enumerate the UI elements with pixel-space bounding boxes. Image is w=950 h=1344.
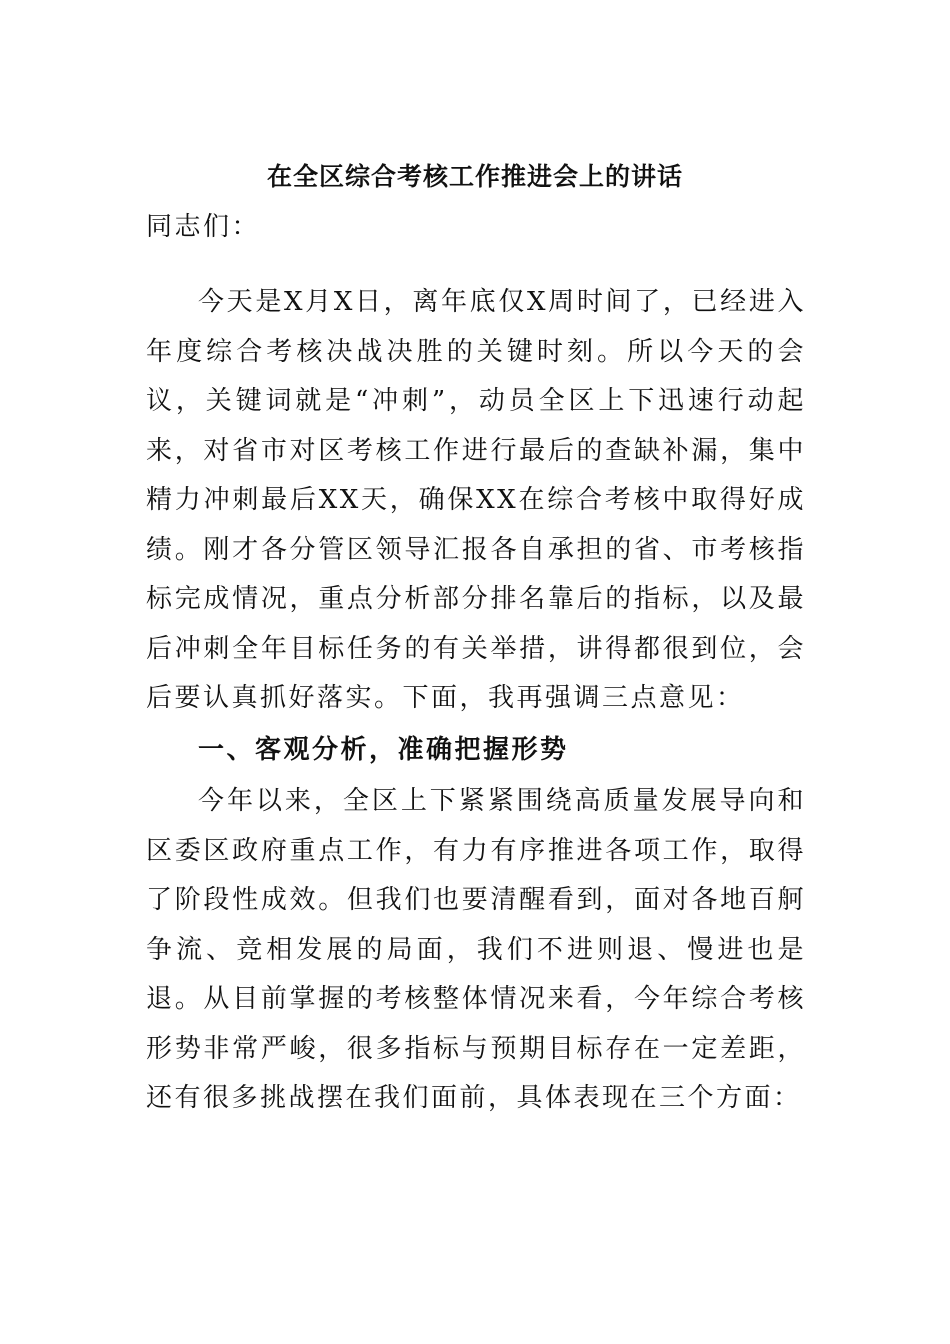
section-heading-1: 一、客观分析，准确把握形势 — [198, 735, 569, 765]
salutation: 同志们： — [146, 212, 261, 242]
paragraph-situation: 今年以来，全区上下紧紧围绕高质量发展导向和区委区政府重点工作，有力有序推进各项工作，取得了阶段性成效。但我们也要清醒看到，面对各地百舸争流、竞相发展的局面，我们不进则退、慢进也是退。从目前掌握的考核整体情况来看，今年综合考核形势非常严峻，很多指标与预期目标存在一定差距，还有很多挑战摆在我们面前，具体表现在三个方面： — [146, 786, 806, 1113]
document-title: 在全区综合考核工作推进会上的讲话 — [266, 162, 683, 191]
paragraph-opening: 今天是X月X日，离年底仅X周时间了，已经进入年度综合考核决战决胜的关键时刻。所以今天的会议，关键词就是“冲刺”，动员全区上下迅速行动起来，对省市对区考核工作进行最后的查缺补漏，集中精力冲刺最后XX天，确保XX在综合考核中取得好成绩。刚才各分管区领导汇报各自承担的省、市考核指标完成情况，重点分析部分排名靠后的指标，以及最后冲刺全年目标任务的有关举措，讲得都很到位，会后要认真抓好落实。下面，我再强调三点意见： — [146, 287, 806, 713]
